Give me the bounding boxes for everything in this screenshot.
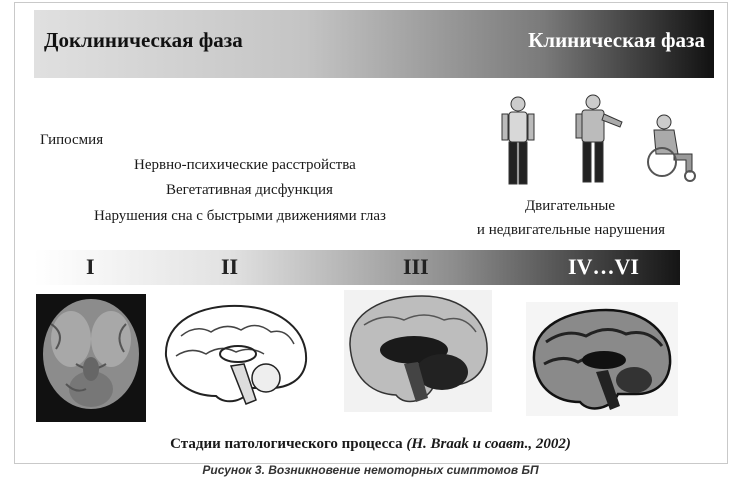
figure-title: Рисунок 3. Возникновение немоторных симптомов БП	[202, 463, 539, 477]
symptom-neuropsychiatric: Нервно-психические расстройства	[134, 157, 356, 173]
symptom-hyposmia: Гипосмия	[40, 132, 104, 148]
stage-2-label: II	[221, 254, 239, 279]
clinical-phase-label: Клиническая фаза	[528, 28, 705, 52]
stages-caption	[0, 436, 741, 453]
preclinical-phase-label: Доклиническая фаза	[44, 28, 243, 52]
symptom-rem-sleep: Нарушения сна с быстрыми движениями глаз	[94, 208, 386, 224]
symptom-autonomic: Вегетативная дисфункция	[166, 182, 333, 198]
stage-1-label: I	[86, 254, 95, 279]
motor-label-line2: и недвигательные нарушения	[476, 222, 666, 238]
stage-4-6-label: IV…VI	[568, 254, 639, 279]
patient-figures-illustration	[496, 92, 706, 192]
brain-image-stage-2	[156, 296, 316, 414]
brain-image-stage-4-6	[526, 302, 678, 416]
caption-reference: (H. Braak и соавт., 2002)	[406, 436, 571, 452]
caption-main: Стадии патологического процесса	[170, 436, 407, 452]
brain-image-stage-3	[344, 290, 492, 412]
motor-label-line1: Двигательные	[524, 198, 616, 214]
brain-image-stage-1	[36, 294, 146, 422]
stage-3-label: III	[403, 254, 429, 279]
